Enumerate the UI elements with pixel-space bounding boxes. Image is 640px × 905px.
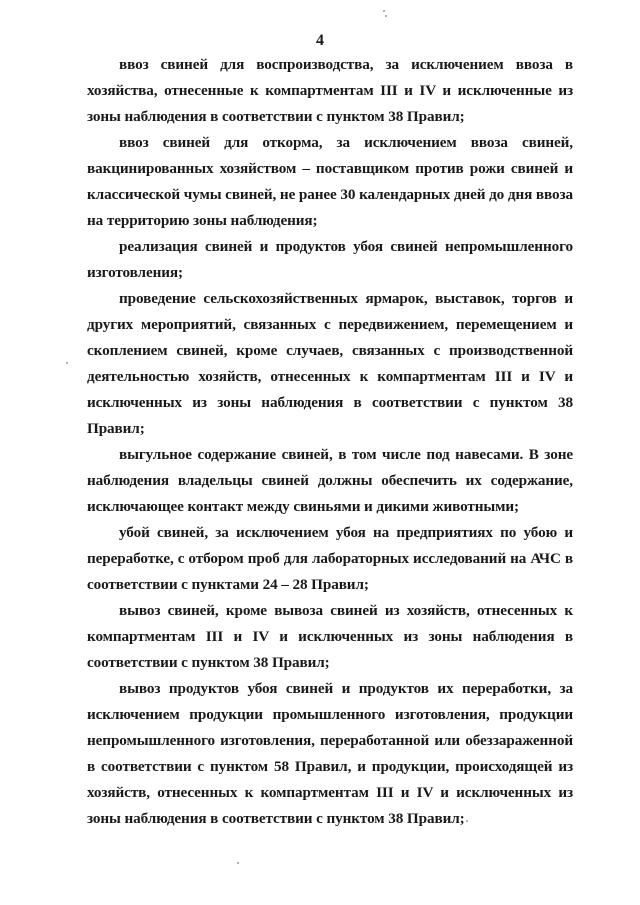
scan-speck <box>383 10 385 12</box>
paragraph-sale-products: реализация свиней и продуктов убоя свиней непромышленного изготовления; <box>87 238 573 281</box>
page-number: 4 <box>316 32 324 49</box>
scan-speck <box>66 362 68 364</box>
paragraph-fairs-exhibitions: проведение сельскохозяйственных ярмарок, выставок, торгов и других мероприятий, связанных с передвижением, перемещением и скоплением свиней, кроме случаев, связанных с производственной деятельностью хозяйств, отнесенных к компартментам III и IV и исключенных из зоны наблюдения в соответствии с пунктом 38 Правил; <box>87 290 573 437</box>
scan-speck <box>466 820 468 822</box>
document-body <box>87 52 573 832</box>
paragraph-product-export: вывоз продуктов убоя свиней и продуктов их переработки, за исключением продукции промышленного изготовления, продукции непромышленного изготовления, переработанной или обеззараженной в соответствии с пунктом 58 Правил, и продукции, происходящей из хозяйств, отнесенных к компартментам III и IV и исключенных из зоны наблюдения в соответствии с пунктом 38 Правил; <box>87 680 573 827</box>
paragraph-fattening-import: ввоз свиней для откорма, за исключением ввоза свиней, вакцинированных хозяйством – поставщиком против рожи свиней и классической чумы свиней, не ранее 30 календарных дней до дня ввоза на территорию зоны наблюдения; <box>87 134 573 229</box>
scan-speck <box>385 15 387 17</box>
scan-speck <box>237 862 239 864</box>
paragraph-slaughter: убой свиней, за исключением убоя на предприятиях по убою и переработке, с отбором проб для лабораторных исследований на АЧС в соответствии с пунктами 24 – 28 Правил; <box>87 524 573 593</box>
paragraph-pig-export: вывоз свиней, кроме вывоза свиней из хозяйств, отнесенных к компартментам III и IV и исключенных из зоны наблюдения в соответствии с пунктом 38 Правил; <box>87 602 573 671</box>
paragraph-free-range-keeping: выгульное содержание свиней, в том числе под навесами. В зоне наблюдения владельцы свиней должны обеспечить их содержание, исключающее контакт между свиньями и дикими животными; <box>87 446 573 515</box>
paragraph-breeding-import: ввоз свиней для воспроизводства, за исключением ввоза в хозяйства, отнесенные к компартментам III и IV и исключенные из зоны наблюдения в соответствии с пунктом 38 Правил; <box>87 56 573 125</box>
